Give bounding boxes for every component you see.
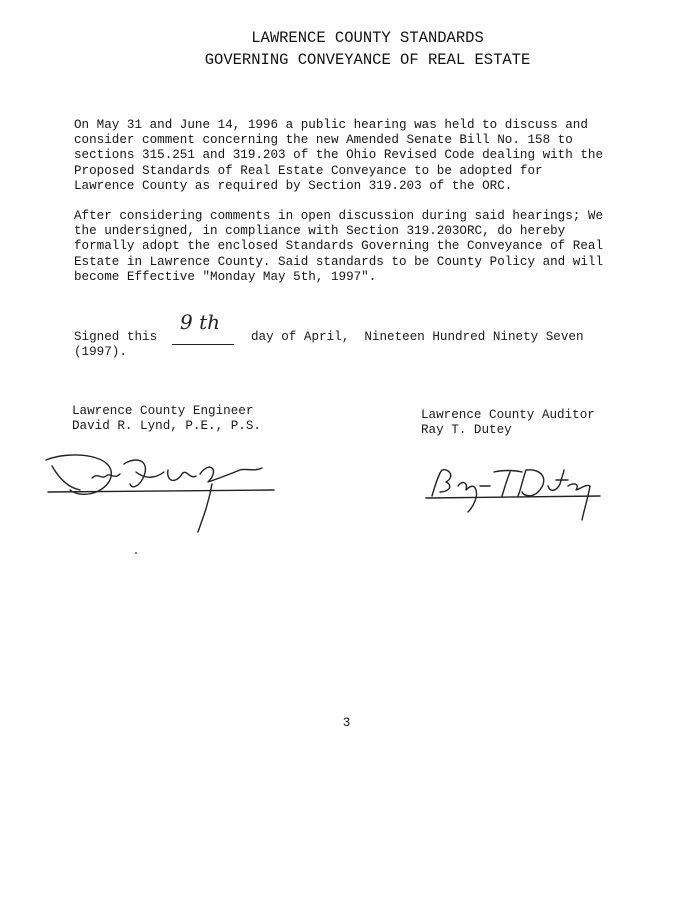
auditor-title: Lawrence County Auditor: [421, 408, 595, 422]
document-title-line1: LAWRENCE COUNTY STANDARDS: [251, 29, 484, 47]
auditor-handwritten-signature: [418, 462, 608, 542]
page-number-text: 3: [342, 716, 351, 730]
handwritten-day: 9 th: [180, 310, 220, 334]
engineer-name: David R. Lynd, P.E., P.S.: [72, 419, 261, 434]
document-title-line2: GOVERNING CONVEYANCE OF REAL ESTATE: [204, 51, 531, 69]
signed-prefix: Signed this: [74, 330, 158, 344]
day-blank-line: [172, 344, 234, 345]
auditor-signature-block: [421, 408, 595, 438]
signed-year: (1997).: [74, 345, 127, 359]
hearing-paragraph: On May 31 and June 14, 1996 a public hearing was held to discuss and consider comment concerning the new Amended Senate Bill No. 158 to sections 315.251 and 319.203 of the Ohio Revised Code dealing with the Proposed Standards of Real Estate Conveyance to be adopted for Lawrence County as required by Section 319.203 of the ORC.: [74, 118, 604, 193]
auditor-name: Ray T. Dutey: [421, 423, 512, 438]
engineer-signature-block: [72, 404, 261, 434]
engineer-handwritten-signature: [40, 450, 280, 560]
page-number: [0, 716, 695, 730]
adoption-paragraph: After considering comments in open discussion during said hearings; We the undersigned, in compliance with Section 319.203ORC, do hereby formally adopt the enclosed Standards Governing the Conveyance of Real Estate in Lawrence County. Said standards to be County Policy and will become Effective "Monday May 5th, 1997".: [74, 209, 604, 284]
signed-date-text: day of April, Nineteen Hundred Ninety Seven: [251, 330, 584, 344]
engineer-title: Lawrence County Engineer: [72, 404, 254, 418]
scan-speck: [135, 552, 137, 554]
